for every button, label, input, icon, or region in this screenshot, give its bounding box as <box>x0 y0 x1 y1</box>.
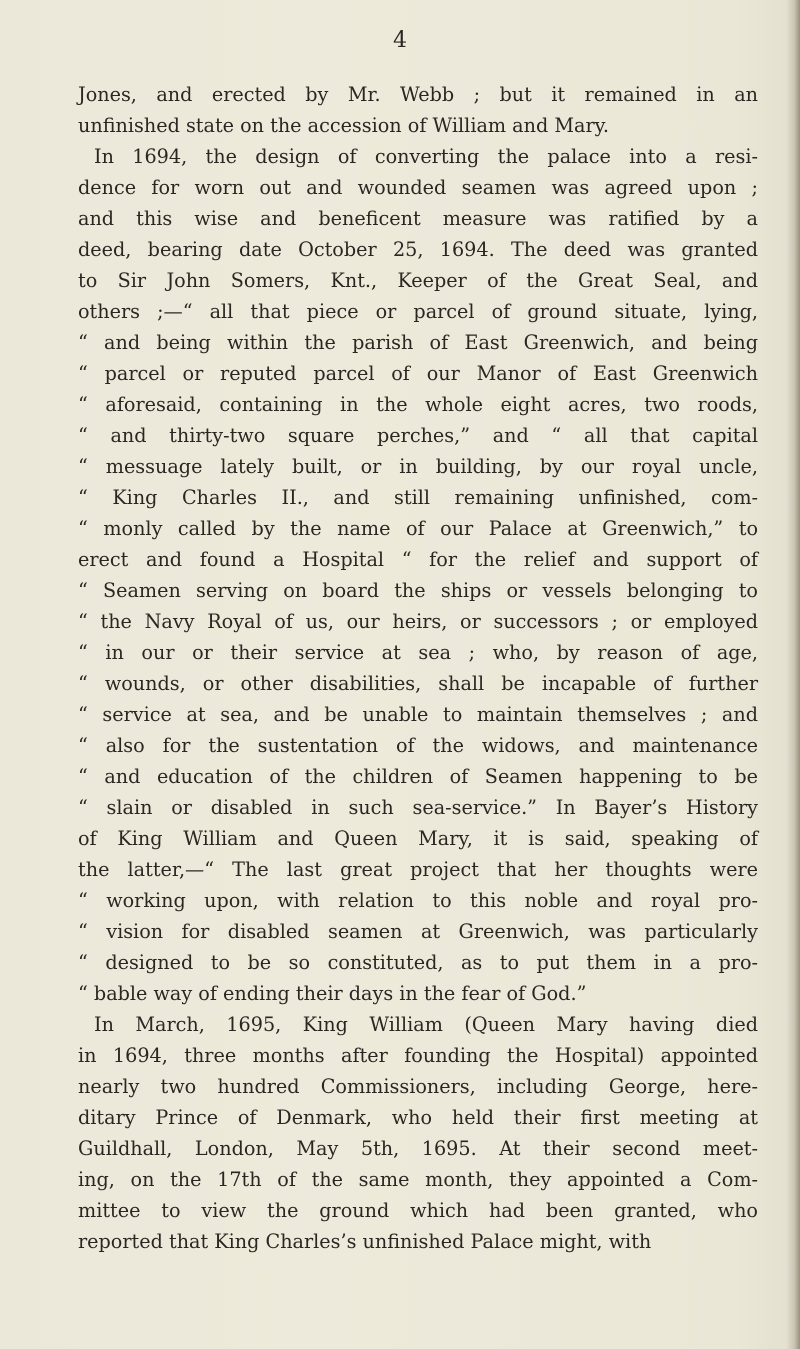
text-line: “ parcel or reputed parcel of our Manor of East Greenwich <box>78 362 758 385</box>
text-line: “ also for the sustentation of the widows, and maintenance <box>78 734 758 757</box>
text-line: “ slain or disabled in such sea-service.” In Bayer’s History <box>78 796 758 819</box>
body-text <box>78 79 758 1257</box>
text-line: Jones, and erected by Mr. Webb ; but it remained in an <box>78 83 758 106</box>
text-line: “ and thirty-two square perches,” and “ all that capital <box>78 424 758 447</box>
text-line: dence for worn out and wounded seamen was agreed upon ; <box>78 176 758 199</box>
text-line: “ service at sea, and be unable to maintain themselves ; and <box>78 703 758 726</box>
text-line: unfinished state on the accession of William and Mary. <box>78 114 610 137</box>
text-line: “ wounds, or other disabilities, shall be incapable of further <box>78 672 758 695</box>
text-line: deed, bearing date October 25, 1694. The deed was granted <box>78 238 758 261</box>
text-line: “ messuage lately built, or in building, by our royal uncle, <box>78 455 758 478</box>
text-line: Guildhall, London, May 5th, 1695. At their second meet- <box>78 1137 758 1160</box>
text-line: ditary Prince of Denmark, who held their first meeting at <box>78 1106 758 1129</box>
text-line: of King William and Queen Mary, it is said, speaking of <box>78 827 758 850</box>
text-line: others ;—“ all that piece or parcel of ground situate, lying, <box>78 300 758 323</box>
text-line: “ vision for disabled seamen at Greenwich, was particularly <box>78 920 758 943</box>
text-line: “ King Charles II., and still remaining unfinished, com- <box>78 486 758 509</box>
text-line: reported that King Charles’s unfinished Palace might, with <box>78 1230 652 1253</box>
text-line: “ aforesaid, containing in the whole eight acres, two roods, <box>78 393 758 416</box>
text-line: to Sir John Somers, Knt., Keeper of the Great Seal, and <box>78 269 758 292</box>
text-line: In March, 1695, King William (Queen Mary having died <box>94 1013 758 1036</box>
text-line: “ monly called by the name of our Palace at Greenwich,” to <box>78 517 758 540</box>
text-line: ing, on the 17th of the same month, they appointed a Com- <box>78 1168 758 1191</box>
text-line: “ designed to be so constituted, as to put them in a pro- <box>78 951 758 974</box>
text-line: erect and found a Hospital “ for the relief and support of <box>78 548 758 571</box>
text-line: mittee to view the ground which had been granted, who <box>78 1199 758 1222</box>
text-line: “ and education of the children of Seamen happening to be <box>78 765 758 788</box>
text-line: “ in our or their service at sea ; who, by reason of age, <box>78 641 758 664</box>
page-edge-shadow <box>786 0 800 1349</box>
text-line: and this wise and beneficent measure was ratified by a <box>78 207 758 230</box>
text-line: “ the Navy Royal of us, our heirs, or successors ; or employed <box>78 610 758 633</box>
text-line: in 1694, three months after founding the Hospital) appointed <box>78 1044 758 1067</box>
page-number: 4 <box>393 28 407 53</box>
text-line: the latter,—“ The last great project that her thoughts were <box>78 858 758 881</box>
text-line: “ Seamen serving on board the ships or vessels belonging to <box>78 579 758 602</box>
text-line: In 1694, the design of converting the palace into a resi- <box>94 145 758 168</box>
text-line: “ and being within the parish of East Greenwich, and being <box>78 331 758 354</box>
text-line: nearly two hundred Commissioners, including George, here- <box>78 1075 758 1098</box>
text-line: “ bable way of ending their days in the fear of God.” <box>78 982 587 1005</box>
text-line: “ working upon, with relation to this noble and royal pro- <box>78 889 758 912</box>
